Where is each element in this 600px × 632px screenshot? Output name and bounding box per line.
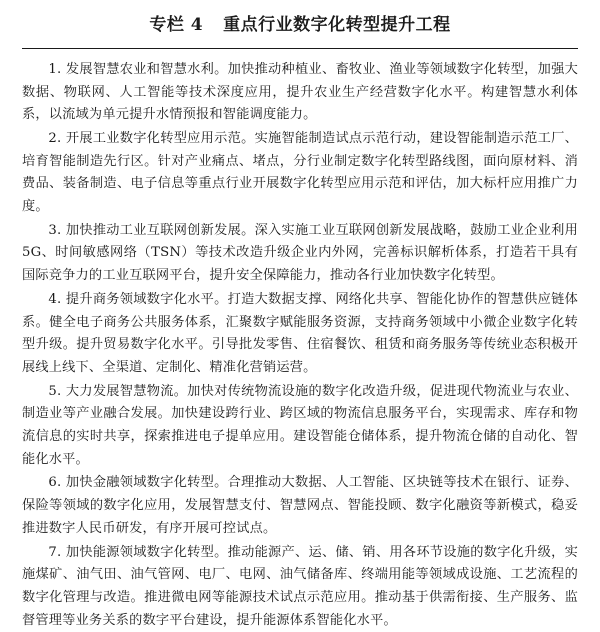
title-divider <box>22 48 578 49</box>
paragraph-3: 3. 加快推动工业互联网创新发展。深入实施工业互联网创新发展战略，鼓励工业企业利用 5G、时间敏感网络（TSN）等技术改造升级企业内外网，完善标识解析体系，打造若干具有国际竞争力的工业互联网平台，提升安全保障能力，推动各行业加快数字化转型。 <box>22 222 578 284</box>
title-number: 专栏 4 <box>149 15 204 35</box>
paragraph-6: 6. 加快金融领域数字化转型。合理推动大数据、人工智能、区块链等技术在银行、证券、保险等领域的数字化应用，发展智慧支付、智慧网点、智能投顾、数字化融资等新模式，稳妥推进数字人民币研发，有序开展可控试点。 <box>22 475 578 536</box>
paragraph-2: 2. 开展工业数字化转型应用示范。实施智能制造试点示范行动，建设智能制造示范工厂、培育智能制造先行区。针对产业痛点、堵点，分行业制定数字化转型路线图，面向原材料、消费品、装备制造、电子信息等重点行业开展数字化转型应用示范和评估，加大标杆应用推广力度。 <box>22 130 578 215</box>
paragraph-7: 7. 加快能源领域数字化转型。推动能源产、运、储、销、用各环节设施的数字化升级，实施煤矿、油气田、油气管网、电厂、电网、油气储备库、终端用能等领域成设施、工艺流程的数字化管理与改造。推进微电网等能源技术试点示范应用。推动基于供需衔接、生产服务、监督管理等业务关系的数字平台建设，提升能源体系智能化水平。 <box>22 544 578 628</box>
paragraph-5: 5. 大力发展智慧物流。加快对传统物流设施的数字化改造升级，促进现代物流业与农业、制造业等产业融合发展。加快建设跨行业、跨区域的物流信息服务平台，实现需求、库存和物流信息的实时共享，探索推进电子提单应用。建设智能仓储体系，提升物流仓储的自动化、智能化水平。 <box>22 383 578 467</box>
document-body <box>22 59 578 632</box>
title-text: 重点行业数字化转型提升工程 <box>223 15 451 35</box>
paragraph-1: 1. 发展智慧农业和智慧水利。加快推动种植业、畜牧业、渔业等领域数字化转型，加强大数据、物联网、人工智能等技术深度应用，提升农业生产经营数字化水平。构建智慧水利体系，以流域为单元提升水情预报和智能调度能力。 <box>22 61 578 123</box>
title-line <box>149 14 450 38</box>
page-title <box>22 10 578 44</box>
paragraph-4: 4. 提升商务领域数字化水平。打造大数据支撑、网络化共享、智能化协作的智慧供应链体系。健全电子商务公共服务体系，汇聚数字赋能服务资源，支持商务领域中小微企业数字化转型升级。提升贸易数字化水平。引导批发零售、住宿餐饮、租赁和商务服务等传统业态积极开展线上线下、全渠道、定制化、精准化营销运营。 <box>22 291 578 375</box>
